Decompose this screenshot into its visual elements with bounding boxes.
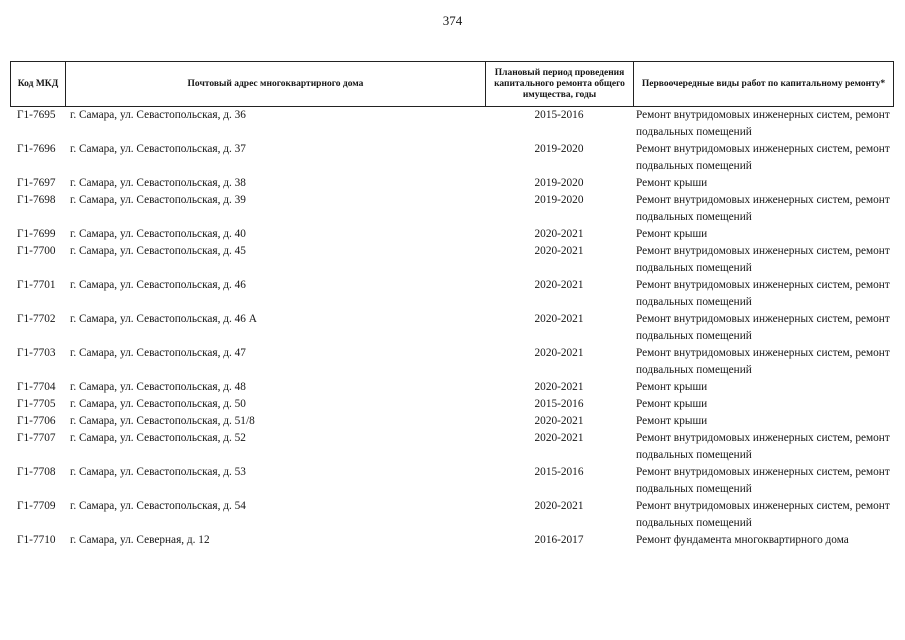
- row-period: 2020-2021: [534, 415, 584, 427]
- row-period: 2019-2020: [534, 177, 584, 189]
- header-works: Первоочередные виды работ по капитальному ремонту*: [641, 78, 886, 89]
- row-code: Г1-7710: [17, 534, 56, 546]
- row-period: 2020-2021: [534, 500, 584, 512]
- table-row: [10, 379, 894, 396]
- row-works: Ремонт внутридомовых инженерных систем, ремонт подвальных помещений: [636, 194, 890, 223]
- row-address: г. Самара, ул. Севастопольская, д. 47: [70, 347, 246, 359]
- row-period: 2020-2021: [534, 245, 584, 257]
- row-address: г. Самара, ул. Северная, д. 12: [70, 534, 210, 546]
- row-works: Ремонт внутридомовых инженерных систем, ремонт подвальных помещений: [636, 245, 890, 274]
- row-address: г. Самара, ул. Севастопольская, д. 52: [70, 432, 246, 444]
- row-address: г. Самара, ул. Севастопольская, д. 39: [70, 194, 246, 206]
- row-works: Ремонт внутридомовых инженерных систем, ремонт подвальных помещений: [636, 347, 890, 376]
- table-row: [10, 226, 894, 243]
- row-period: 2020-2021: [534, 347, 584, 359]
- row-address: г. Самара, ул. Севастопольская, д. 36: [70, 109, 246, 121]
- row-code: Г1-7695: [17, 109, 56, 121]
- table-row: [10, 141, 894, 175]
- row-code: Г1-7705: [17, 398, 56, 410]
- row-address: г. Самара, ул. Севастопольская, д. 51/8: [70, 415, 255, 427]
- row-works: Ремонт внутридомовых инженерных систем, ремонт подвальных помещений: [636, 500, 890, 529]
- row-address: г. Самара, ул. Севастопольская, д. 37: [70, 143, 246, 155]
- row-works: Ремонт внутридомовых инженерных систем, ремонт подвальных помещений: [636, 466, 890, 495]
- row-code: Г1-7698: [17, 194, 56, 206]
- table-row: [10, 243, 894, 277]
- row-period: 2015-2016: [534, 109, 584, 121]
- row-code: Г1-7704: [17, 381, 56, 393]
- row-works: Ремонт внутридомовых инженерных систем, ремонт подвальных помещений: [636, 313, 890, 342]
- row-code: Г1-7703: [17, 347, 56, 359]
- housing-register-table: [10, 61, 894, 549]
- row-works: Ремонт крыши: [636, 177, 708, 189]
- header-address: Почтовый адрес многоквартирного дома: [66, 62, 486, 106]
- row-period: 2020-2021: [534, 313, 584, 325]
- table-row: [10, 345, 894, 379]
- row-works: Ремонт внутридомовых инженерных систем, ремонт подвальных помещений: [636, 279, 890, 308]
- table-row: [10, 175, 894, 192]
- row-code: Г1-7707: [17, 432, 56, 444]
- row-code: Г1-7706: [17, 415, 56, 427]
- row-period: 2020-2021: [534, 381, 584, 393]
- row-code: Г1-7702: [17, 313, 56, 325]
- table-row: [10, 107, 894, 141]
- row-code: Г1-7697: [17, 177, 56, 189]
- table-row: [10, 396, 894, 413]
- row-period: 2015-2016: [534, 466, 584, 478]
- row-code: Г1-7699: [17, 228, 56, 240]
- page-number: 374: [442, 13, 463, 28]
- table-row: [10, 464, 894, 498]
- row-address: г. Самара, ул. Севастопольская, д. 45: [70, 245, 246, 257]
- row-address: г. Самара, ул. Севастопольская, д. 46 А: [70, 313, 257, 325]
- row-period: 2019-2020: [534, 143, 584, 155]
- table-row: [10, 532, 894, 549]
- row-code: Г1-7701: [17, 279, 56, 291]
- row-code: Г1-7700: [17, 245, 56, 257]
- row-works: Ремонт крыши: [636, 415, 708, 427]
- row-code: Г1-7709: [17, 500, 56, 512]
- row-works: Ремонт внутридомовых инженерных систем, ремонт подвальных помещений: [636, 432, 890, 461]
- row-period: 2016-2017: [534, 534, 584, 546]
- row-works: Ремонт крыши: [636, 398, 708, 410]
- row-period: 2020-2021: [534, 432, 584, 444]
- header-period: Плановый период проведения капитального ремонта общего имущества, годы: [486, 62, 634, 106]
- table-row: [10, 413, 894, 430]
- row-code: Г1-7696: [17, 143, 56, 155]
- row-period: 2019-2020: [534, 194, 584, 206]
- row-works: Ремонт внутридомовых инженерных систем, ремонт подвальных помещений: [636, 109, 890, 138]
- row-period: 2015-2016: [534, 398, 584, 410]
- row-address: г. Самара, ул. Севастопольская, д. 46: [70, 279, 246, 291]
- table-row: [10, 311, 894, 345]
- table-row: [10, 498, 894, 532]
- row-works: Ремонт крыши: [636, 381, 708, 393]
- row-works: Ремонт внутридомовых инженерных систем, ремонт подвальных помещений: [636, 143, 890, 172]
- table-row: [10, 277, 894, 311]
- row-period: 2020-2021: [534, 228, 584, 240]
- row-address: г. Самара, ул. Севастопольская, д. 50: [70, 398, 246, 410]
- row-address: г. Самара, ул. Севастопольская, д. 40: [70, 228, 246, 240]
- row-address: г. Самара, ул. Севастопольская, д. 38: [70, 177, 246, 189]
- table-body: [10, 107, 894, 549]
- header-code: Код МКД: [11, 62, 66, 106]
- row-works: Ремонт фундамента многоквартирного дома: [636, 534, 849, 546]
- row-address: г. Самара, ул. Севастопольская, д. 48: [70, 381, 246, 393]
- table-row: [10, 192, 894, 226]
- table-row: [10, 430, 894, 464]
- row-address: г. Самара, ул. Севастопольская, д. 53: [70, 466, 246, 478]
- row-period: 2020-2021: [534, 279, 584, 291]
- row-address: г. Самара, ул. Севастопольская, д. 54: [70, 500, 246, 512]
- row-code: Г1-7708: [17, 466, 56, 478]
- row-works: Ремонт крыши: [636, 228, 708, 240]
- table-header: [10, 61, 894, 107]
